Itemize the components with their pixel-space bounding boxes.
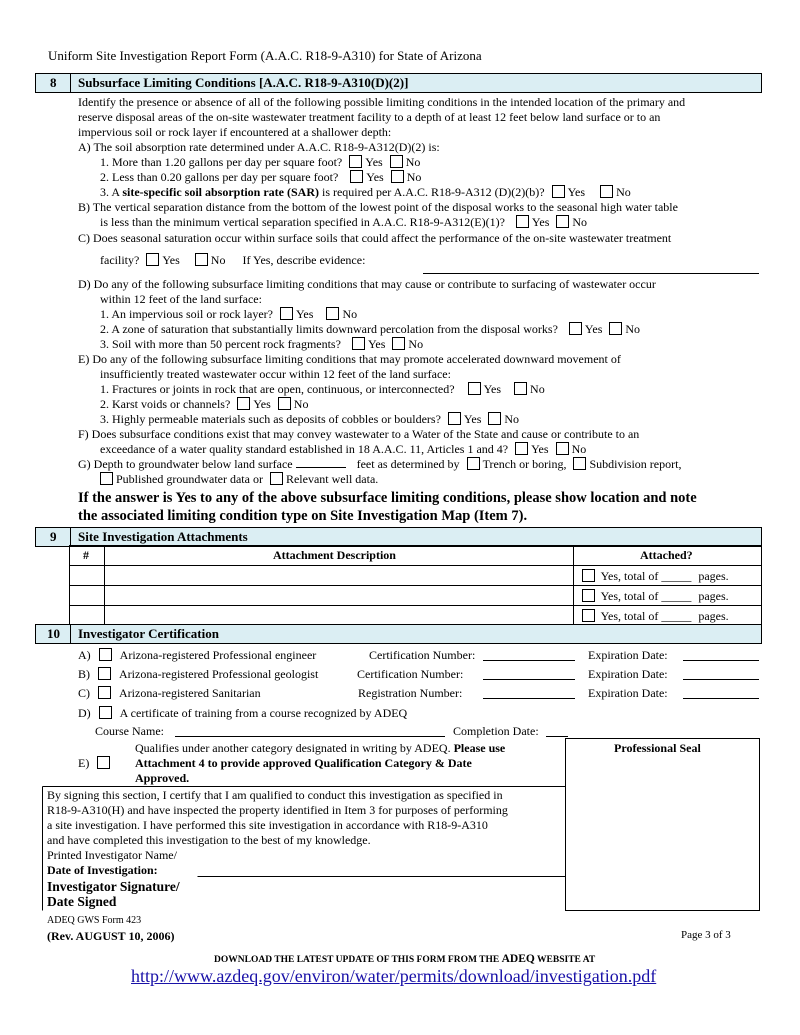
pages-count-field[interactable]: _____ bbox=[661, 609, 692, 623]
e-line-1-bold: Please use bbox=[453, 741, 506, 755]
item-g-text: G) Depth to groundwater below land surface bbox=[78, 457, 293, 471]
yes-label: Yes bbox=[295, 307, 314, 321]
yes-label: Yes bbox=[483, 382, 502, 396]
pages-count-field[interactable]: _____ bbox=[661, 569, 692, 583]
yes-total-label: Yes, total of bbox=[600, 589, 659, 603]
item-e-line2: insufficiently treated wastewater occur within 12 feet of the land surface: bbox=[100, 367, 451, 381]
item-e1-text: 1. Fractures or joints in rock that are open, continuous, or interconnected? bbox=[100, 382, 455, 396]
item-a3-rest: is required per A.A.C. R18-9-A312 (D)(2)(b)? bbox=[318, 185, 545, 199]
section-number: 9 bbox=[50, 529, 57, 544]
sanitarian-label: Arizona-registered Sanitarian bbox=[119, 686, 261, 700]
yes-total-label: Yes, total of bbox=[600, 569, 659, 583]
reg-number-label: Registration Number: bbox=[358, 686, 463, 700]
item-a3-text: 3. A bbox=[100, 185, 123, 199]
exp-label: Expiration Date: bbox=[588, 686, 668, 700]
item-b-text: is less than the minimum vertical separation specified in A.A.C. R18-9-A312(E)(1)? bbox=[100, 215, 505, 229]
section-title: Site Investigation Attachments bbox=[78, 529, 248, 544]
no-label: No bbox=[405, 155, 421, 169]
item-f: F) Does subsurface conditions exist that may convey wastewater to a Water of the State and cause or contribute to an bbox=[78, 427, 640, 441]
engineer-label: Arizona-registered Professional engineer bbox=[119, 648, 317, 662]
letter: D) bbox=[78, 706, 91, 720]
seal-area[interactable] bbox=[566, 760, 759, 910]
date-of-investigation-label: Date of Investigation: bbox=[47, 863, 158, 877]
no-label: No bbox=[530, 382, 545, 396]
no-label: No bbox=[616, 185, 631, 199]
professional-seal-label: Professional Seal bbox=[614, 741, 701, 755]
section-title: Subsurface Limiting Conditions [A.A.C. R18-9-A310(D)(2)] bbox=[78, 75, 409, 90]
item-d1-text: 1. An impervious soil or rock layer? bbox=[100, 307, 273, 321]
subdivision-label: Subdivision report, bbox=[589, 457, 682, 471]
intro-line-3: impervious soil or rock layer if encountered at a shallower depth: bbox=[78, 125, 392, 139]
yes-label: Yes bbox=[531, 442, 549, 456]
yes-label: Yes bbox=[531, 215, 550, 229]
item-d2-text: 2. A zone of saturation that substantially limits downward percolation from the disposal works? bbox=[100, 322, 558, 336]
e-line-2: Attachment 4 to provide approved Qualification Category & Date bbox=[135, 756, 472, 770]
item-e: E) Do any of the following subsurface limiting conditions that may promote accelerated downward movement of bbox=[78, 352, 621, 366]
course-name-label: Course Name: bbox=[95, 724, 164, 738]
col-number: # bbox=[83, 548, 89, 562]
cert-number-label: Certification Number: bbox=[357, 667, 464, 681]
item-f-text: exceedance of a water quality standard established in 18 A.A.C. 11, Articles 1 and 4? bbox=[100, 442, 509, 456]
intro-line-1: Identify the presence or absence of all of the following possible limiting conditions in the intended location of the primary and bbox=[78, 95, 686, 109]
item-c: C) Does seasonal saturation occur within surface soils that could affect the performance of the on-site wastewater treatment bbox=[78, 231, 672, 245]
exp-label: Expiration Date: bbox=[588, 667, 668, 681]
no-label: No bbox=[342, 307, 358, 321]
letter: A) bbox=[78, 648, 91, 662]
download-text: DOWNLOAD THE LATEST UPDATE OF THIS FORM FROM THE bbox=[214, 955, 500, 965]
no-label: No bbox=[293, 397, 309, 411]
item-e3-text: 3. Highly permeable materials such as deposits of cobbles or boulders? bbox=[100, 412, 441, 426]
item-a1-text: 1. More than 1.20 gallons per day per square foot? bbox=[100, 155, 343, 169]
yes-label: Yes bbox=[567, 185, 586, 199]
yes-label: Yes bbox=[253, 397, 271, 411]
cert-statement-2: R18-9-A310(H) and have inspected the property identified in Item 3 for purposes of performing bbox=[47, 803, 508, 817]
training-label: A certificate of training from a course recognized by ADEQ bbox=[119, 706, 408, 720]
item-d3-text: 3. Soil with more than 50 percent rock fragments? bbox=[100, 337, 341, 351]
download-link[interactable]: http://www.azdeq.gov/environ/water/permits/download/investigation.pdf bbox=[131, 966, 657, 986]
item-a: A) The soil absorption rate determined under A.A.C. R18-9-A312(D)(2) is: bbox=[78, 140, 440, 154]
yes-label: Yes bbox=[463, 412, 482, 426]
no-label: No bbox=[625, 322, 641, 336]
wells-label: Relevant well data. bbox=[285, 472, 379, 486]
no-label: No bbox=[210, 253, 226, 267]
exp-label: Expiration Date: bbox=[588, 648, 668, 662]
yes-label: Yes bbox=[162, 253, 180, 267]
sar-bold: site-specific soil absorption rate (SAR) bbox=[122, 185, 319, 199]
published-label: Published groundwater data or bbox=[116, 472, 263, 486]
pages-label: pages. bbox=[698, 609, 729, 623]
page-header: Uniform Site Investigation Report Form (A.A.C. R18-9-A310) for State of Arizona bbox=[48, 48, 482, 63]
section-title: Investigator Certification bbox=[78, 626, 219, 641]
col-attached: Attached? bbox=[640, 548, 693, 562]
signature-label: Investigator Signature/ bbox=[47, 879, 180, 894]
printed-name-field[interactable] bbox=[198, 850, 564, 876]
revision-date: (Rev. AUGUST 10, 2006) bbox=[47, 929, 175, 943]
section-number: 10 bbox=[47, 626, 60, 641]
page-number: Page 3 of 3 bbox=[681, 929, 731, 941]
letter: B) bbox=[78, 667, 90, 681]
note-line-1: If the answer is Yes to any of the above subsurface limiting conditions, please show location and note bbox=[78, 490, 697, 506]
date-signed-label: Date Signed bbox=[47, 894, 117, 909]
adeq-text: ADEQ bbox=[501, 953, 535, 965]
form-number: ADEQ GWS Form 423 bbox=[47, 915, 142, 926]
no-label: No bbox=[572, 215, 588, 229]
cert-statement-1: By signing this section, I certify that I am qualified to conduct this investigation as specified in bbox=[47, 788, 503, 802]
completion-date-label: Completion Date: bbox=[453, 724, 539, 738]
cert-statement-3: a site investigation. I have performed this site investigation in accordance with R18-9-A310 bbox=[47, 818, 488, 832]
item-a2-text: 2. Less than 0.20 gallons per day per square foot? bbox=[100, 170, 339, 184]
note-line-2: the associated limiting condition type on Site Investigation Map (Item 7). bbox=[78, 508, 528, 524]
letter: C) bbox=[78, 686, 90, 700]
trench-label: Trench or boring, bbox=[482, 457, 567, 471]
printed-name-label: Printed Investigator Name/ bbox=[47, 848, 177, 862]
item-e2-text: 2. Karst voids or channels? bbox=[100, 397, 231, 411]
item-d: D) Do any of the following subsurface limiting conditions that may cause or contribute to surfacing of wastewater occur bbox=[78, 277, 656, 291]
intro-line-2: reserve disposal areas of the on-site wastewater treatment facility to a depth of at least 12 feet below land surface or to an bbox=[78, 110, 661, 124]
download-note bbox=[214, 953, 595, 965]
col-description: Attachment Description bbox=[273, 548, 396, 562]
item-c-text: facility? bbox=[100, 253, 140, 267]
yes-label: Yes bbox=[366, 170, 384, 184]
e-line-1-text: Qualifies under another category designated in writing by ADEQ. bbox=[135, 741, 451, 755]
letter: E) bbox=[78, 756, 90, 770]
yes-label: Yes bbox=[367, 337, 386, 351]
evidence-label: If Yes, describe evidence: bbox=[242, 253, 366, 267]
item-d-line2: within 12 feet of the land surface: bbox=[100, 292, 262, 306]
yes-label: Yes bbox=[365, 155, 383, 169]
cert-statement-4: and have completed this investigation to the best of my knowledge. bbox=[47, 833, 371, 847]
no-label: No bbox=[408, 337, 424, 351]
e-line-3: Approved. bbox=[135, 771, 190, 785]
item-b: B) The vertical separation distance from the bottom of the lowest point of the disposal works to the seasonal high water table bbox=[78, 200, 678, 214]
section-number: 8 bbox=[50, 75, 57, 90]
geologist-label: Arizona-registered Professional geologist bbox=[119, 667, 319, 681]
yes-label: Yes bbox=[584, 322, 603, 336]
cert-number-label: Certification Number: bbox=[369, 648, 476, 662]
signature-field[interactable] bbox=[198, 878, 564, 908]
no-label: No bbox=[406, 170, 422, 184]
pages-count-field[interactable]: _____ bbox=[661, 589, 692, 603]
no-label: No bbox=[571, 442, 587, 456]
yes-total-label: Yes, total of bbox=[600, 609, 659, 623]
no-label: No bbox=[504, 412, 520, 426]
website-text: WEBSITE AT bbox=[537, 955, 596, 965]
item-g-mid: feet as determined by bbox=[356, 457, 460, 471]
pages-label: pages. bbox=[698, 589, 729, 603]
pages-label: pages. bbox=[698, 569, 729, 583]
